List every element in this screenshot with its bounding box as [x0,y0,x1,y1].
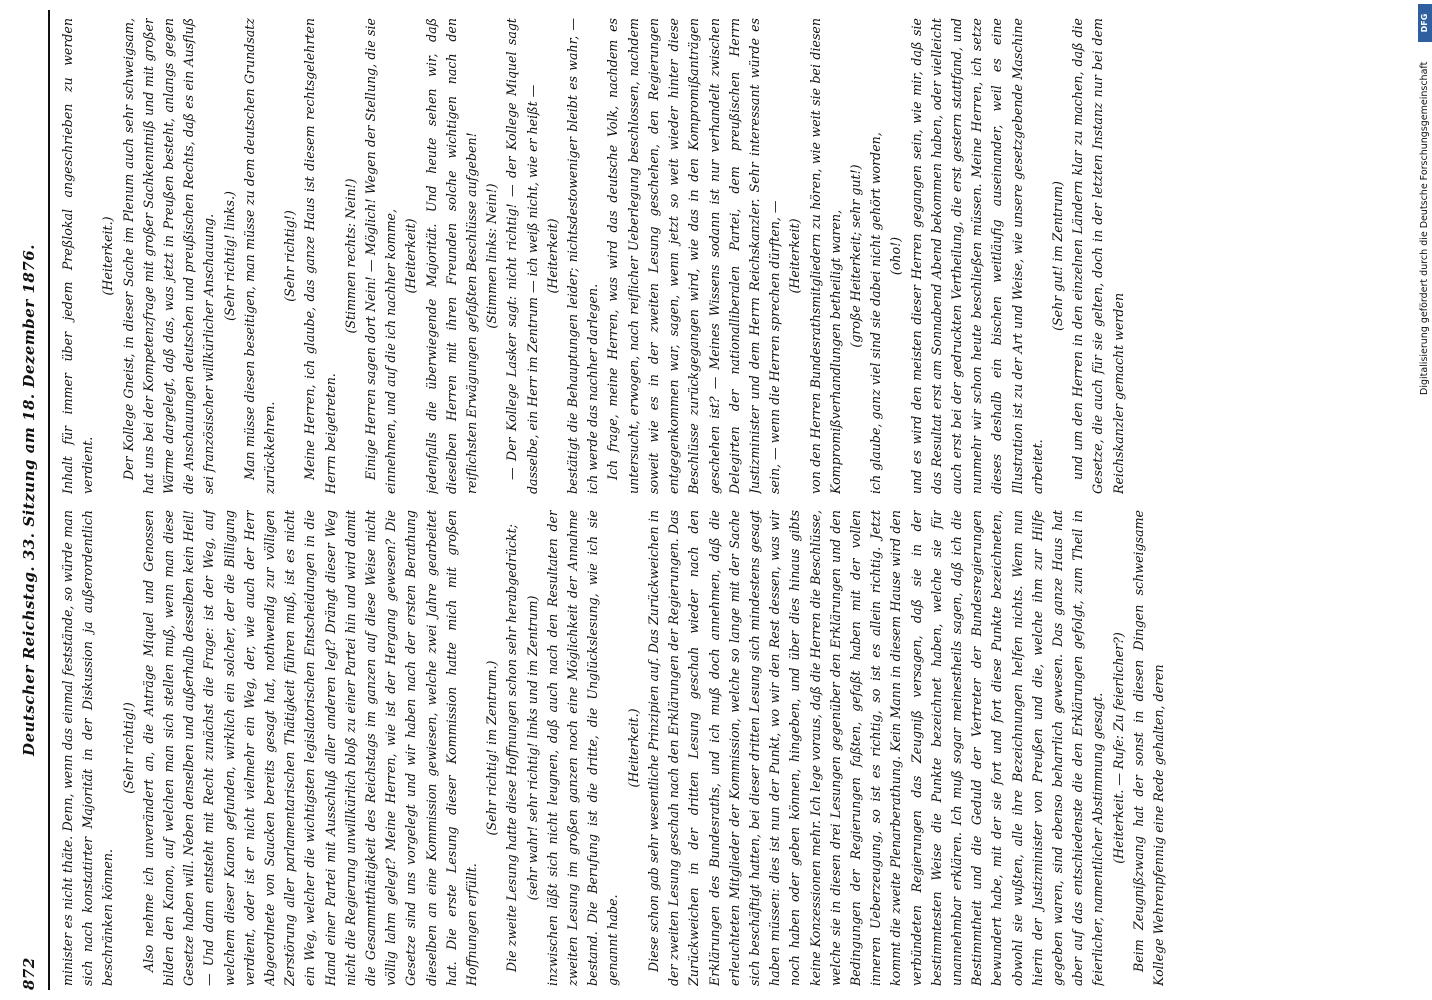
paragraph: und es wird den meisten dieser Herren gegangen sein, wie mir, daß sie das Resultat erst am Sonnabend Abend bekommen haben, oder vielleicht auch erst bei der gedruckten Vertheilung, die erst gestern stattfand, und nunmehr wir schon heute beschließen müssen. Meine Herren, ich setze dieses deshalb ein bischen weitläufig auseinander, weil es eine Illustration ist zu der Art und Weise, wie unsere gesetzgebende Maschine arbeitet. [908,18,1045,494]
paragraph: jedenfalls die überwiegende Majorität. Und heute sehen wir, daß dieselben Herren mit ihren Freunden solche wichtigen nach den reiflichsten Erwägungen gefaßten Beschlüsse aufgeben! [423,18,480,494]
paragraph: Ich frage, meine Herren, was wird das deutsche Volk, nachdem es untersucht, erwogen, nach reiflicher Ueberlegung beschlossen, nachdem soweit wie es in der zweiten Lesung geschehen, den Regierungen entgegenkommen war, sagen, wenn jetzt so weit wieder hinter diese Beschlüsse zurückgegangen wird, wie das in den Kompromißanträgen geschehen ist? — Meines Wissens sodann ist nur verhandelt zwischen Delegirten der nationalliberalen Partei, dem preußischen Herrn Justizminister und dem Herrn Reichskanzler. Sehr interessant würde es sein, — wenn die Herren sprechen dürften, — [605,18,783,494]
interjection: (Stimmen links: Nein!) [484,183,500,329]
interjection: (Sehr richtig! links.) [221,191,237,321]
paragraph: Die zweite Lesung hatte diese Hoffnungen schon sehr herabgedrückt; [504,524,520,972]
digitization-credit [1418,0,1432,1000]
digitization-sidebar [1418,0,1432,1000]
interjection: (Sehr gut! im Zentrum) [1049,181,1065,331]
interjection: (oho!) [888,236,904,276]
interjection: (Sehr richtig! im Zentrum.) [484,660,500,836]
running-head [14,10,50,990]
right-column [58,18,1403,494]
paragraph: Einige Herren sagen dort Nein! — Möglich! Wegen der Stellung, die sie einnehmen, und auf die ich nachher komme, [363,18,399,494]
interjection: (Heiterkeit. — Rufe: Zu feierlicher?) [1110,632,1126,864]
paragraph: Inhalt für immer über jedem Preßlokal angeschrieben zu werden verdient. [60,18,96,494]
paragraph: und um den Herren in den einzelnen Ländern klar zu machen, daß die Gesetze, die auch für sie gelten, doch in der letzten Instanz nur bei dem Reichskanzler gemacht werden [1070,18,1126,494]
paragraph: bestätigt die Behauptungen leider; nichtsdestoweniger bleibt es wahr, — ich werde das nachher darlegen. [565,18,601,494]
paragraph: ich glaube, ganz viel sind sie dabei nicht gehört worden, [868,132,884,494]
paragraph: Beim Zeugnißzwang hat der sonst in diesen Dingen schweigsame Kollege Wehrenpfennig eine Rede gehalten, deren [1130,510,1166,986]
paragraph: minister es nicht thäte. Denn, wenn das einmal feststände, so würde man sich nach konstatirter Majorität in der Diskussion ja außerordentlich beschränken können. [60,510,116,986]
running-title: Deutscher Reichstag. 33. Sitzung am 18. Dezember 1876. [20,244,38,756]
interjection: (Stimmen rechts: Nein!) [342,178,358,334]
interjection: (sehr wahr! sehr richtig! links und im Zentrum) [524,595,540,901]
left-column [58,510,1403,986]
interjection: (Sehr richtig!) [120,702,136,794]
interjection: (Heiterkeit.) [625,708,641,788]
paragraph: Man müsse diesen beseitigen, man müsse zu dem deutschen Grundsatz zurückkehren. [241,18,278,494]
dfg-logo: DFG [1418,4,1432,42]
interjection: (Heiterkeit) [787,218,803,294]
paragraph: Diese schon gab sehr wesentliche Prinzipien auf. Das Zurückweichen in der zweiten Lesung geschah nach den Erklärungen der Regierungen. Das Zurückweichen in der dritten Lesung geschah wieder nach den Erklärungen des Bundesraths, und ich muß doch annehmen, daß die erleuchteten Mitglieder der Kommission, welche so lange mit der Sache sich beschäftigt hatten, bei dieser dritten Lesung sich mindestens gesagt haben müssen: dies ist nun der Punkt, wo wir den Rest dessen, was wir noch haben oder geben können, hingeben, und über dies hinaus gibts keine Konzessionen mehr. Ich lege voraus, daß die Herren die Beschlüsse, welche sie in diesen drei Lesungen gegenüber den Erklärungen und den Bedingungen der Regierungen faßten, gefaßt haben mit der vollen inneren Ueberzeugung, so ist es richtig, so ist es allein richtig. Jetzt kommt die zweite Plenarberathung. Kein Mann in diesem Hause wird den verbündeten Regierungen das Zeugniß versagen, daß sie in der bestimmtesten Weise die Punkte bezeichnet haben, welche sie für unannehmbar erklären. Ich muß sogar meinestheils sagen, daß ich die Bestimmtheit und die Geduld der Vertreter der Bundesregierungen bewundert habe, mit der sie fort und fort diese Punkte bezeichneten, obwohl sie wußten, alle ihre Bezeichnungen helfen nichts. Wenn nun hierin der Justizminister von Preußen und die, welche ihm zur Hilfe gegeben waren, sind ebenso beharrlich gewesen. Das ganze Haus hat aber auf das entschiedenste die den Erklärungen gefolgt, zum Theil in feierlicher, namentlicher Abstimmung gesagt. [645,510,1106,986]
paragraph: Also nehme ich unverändert an, die Anträge Miquel und Genossen bilden den Kanon, auf welchen man sich stellen muß, wenn man diese Gesetze haben will. Neben denselben und außerhalb desselben kein Heil! — Und dann entsteht mit Recht zunächst die Frage: ist der Weg, auf welchem dieser Kanon gefunden, wirklich ein solcher, der die Billigung verdient, oder ist er nicht vielmehr ein Weg, der, wie auch der Herr Abgeordnete von Saucken bereits gesagt hat, nothwendig zur völligen Zerstörung aller parlamentarischen Thätigkeit führen muß, ist es nicht ein Weg, welcher die wichtigsten legislatorischen Entscheidungen in die Hand einer Partei mit Ausschluß aller anderen legt? Drängt dieser Weg nicht die Regierung unwillkürlich bloß zu einer Partei hin und wird damit die Gesammtthätigkeit des Reichstags im ganzen auf diese Weise nicht völlig lahm gelegt? Meine Herren, wie ist der Hergang gewesen? Die Gesetze sind uns vorgelegt und wir haben nach der ersten Berathung dieselben an eine Kommission gewiesen, welche zwei Jahre gearbeitet hat. Die erste Lesung dieser Kommission hatte mich mit großen Hoffnungen erfüllt. [140,510,480,986]
credit-text: Digitalisierung gefördert durch die Deutsche Forschungsgemeinschaft [1419,61,1430,395]
paragraph: Der Kollege Gneist, in dieser Sache im Plenum auch sehr schweigsam, hat uns bei der Kompetenzfrage mit großer Sachkenntniß und mit großer Wärme dargelegt, daß das, was jetzt in Preußen besteht, anlangs gegen die Anschauungen deutschen und preußischen Rechts, daß es ein Ausfluß sei französischer willkürlicher Anschauung. [120,18,217,494]
interjection: (Heiterkeit.) [100,216,116,296]
interjection: (große Heiterkeit; sehr gut!) [847,164,863,348]
paragraph: von den Herren Bundesrathsmitgliedern zu hören, wie weit sie bei diesen Kompromißverhandlungen betheiligt waren, [807,18,843,494]
interjection: (Sehr richtig!) [282,210,298,302]
paragraph: inzwischen läßt sich nicht leugnen, daß auch nach den Resultaten der zweiten Lesung im großen ganzen noch eine Möglichkeit der Annahme bestand. Die Berufung ist die dritte, die Unglückslesung, wie ich sie genannt habe. [544,510,621,986]
interjection: (Heiterkeit) [403,218,419,294]
paragraph: — Der Kollege Lasker sagt: nicht richtig! — der Kollege Miquel sagt dasselbe, ein Herr im Zentrum — ich weiß nicht, wie er heißt — [504,18,540,494]
page-number: 872 [20,957,38,990]
paragraph: Meine Herren, ich glaube, das ganze Haus ist diesem rechtsgelehrten Herrn beigetreten. [302,18,338,494]
interjection: (Heiterkeit) [544,218,560,294]
